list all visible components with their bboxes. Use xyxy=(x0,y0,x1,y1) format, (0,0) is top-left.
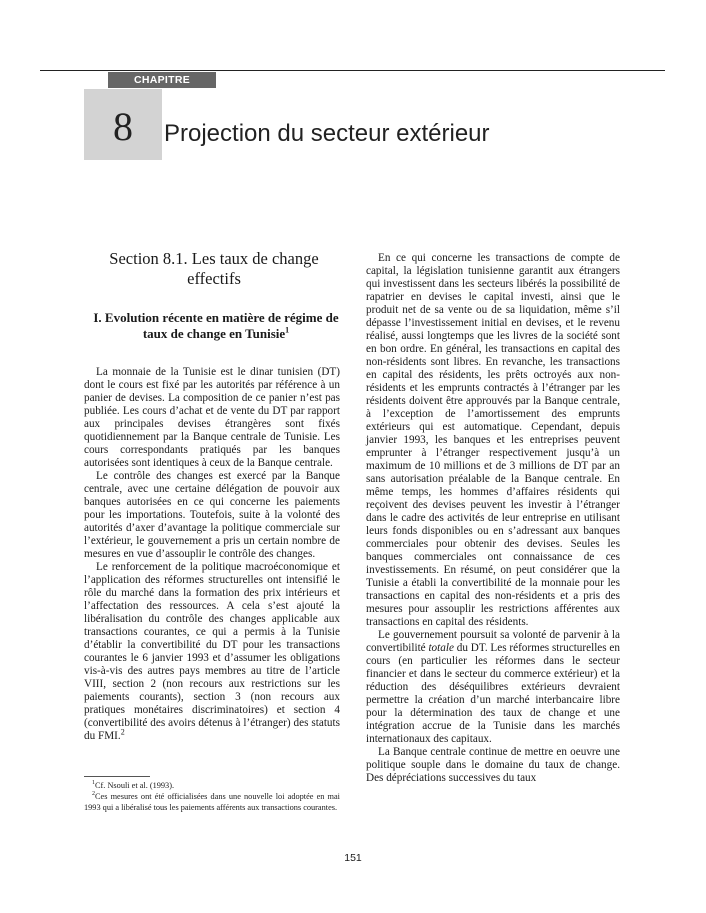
footnote xyxy=(84,780,340,791)
right-column xyxy=(366,252,620,785)
chapter-number-box xyxy=(84,89,162,160)
footnotes xyxy=(84,780,340,813)
left-column xyxy=(84,366,340,743)
subsection-title xyxy=(86,310,346,342)
paragraph-text: Le renforcement de la politique macroéconomique et l’application des réformes structurelles ont intensifié le rôle du marché dans la formation des prix intérieurs et l’affectation des ressources. A cela s’est ajouté la libéralisation du contrôle des changes applicable aux transactions courantes, ce qui a permis à la Tunisie d’établir la convertibilité du DT pour les transactions courantes le 6 janvier 1993 et d’assumer les obligations vis-à-vis des autres pays membres au titre de l’article VIII, section 2 (non recours aux restrictions sur les paiements courants), section 3 (non recours aux pratiques monétaires discriminatoires) et section 4 (convertibilité des avoirs détenus à l’étranger) des statuts du FMI. xyxy=(84,561,340,742)
paragraph-text: Le gouvernement poursuit sa volonté de parvenir à la convertibilité xyxy=(366,629,620,654)
paragraph: En ce qui concerne les transactions de compte de capital, la législation tunisienne garantit aux étrangers qui investissent dans les secteurs libérés la possibilité de rapatrier en devises le capital investi, ainsi que le produit net de sa vente ou de sa liquidation, même s’il dépasse l’investissement initial en devises, et le revenu réalisé, aussi longtemps que les livres de la société sont en bon ordre. En général, les transactions en capital des non-résidents sont libres. En revanche, les transactions en capital des résidents, les prêts octroyés aux non-résidents et les emprunts contractés à l’étranger par les résidents doivent être approuvés par la Banque centrale, à l’exception de l’amortissement des emprunts extérieurs qui est automatique. Cependant, depuis janvier 1993, les banques et les entreprises peuvent emprunter à l’étranger respectivement jusqu’à un maximum de 10 millions et de 3 millions de DT par an sans autorisation préalable de la Banque centrale. En même temps, les hommes d’affaires résidents qui reçoivent des devises peuvent les investir à l’étranger dans le cadre des activités de leur entreprise en utilisant leurs fonds disponibles ou en s’adressant aux banques commerciales pour obtenir des devises. Seules les banques commerciales ont connaissance de ces investissements. En résumé, on peut considérer que la Tunisie a établi la convertibilité de la monnaie pour les transactions en capital des non-résidents et a pris des mesures pour assouplir les restrictions afférentes aux transactions en capital des résidents. xyxy=(366,252,620,628)
chapter-label: CHAPITRE xyxy=(108,72,216,88)
paragraph: La monnaie de la Tunisie est le dinar tunisien (DT) dont le cours est fixé par les autorités par référence à un panier de devises. La composition de ce panier n’est pas publiée. Les cours d’achat et de vente du DT par rapport aux principales devises étrangères sont fixés quotidiennement par la Banque centrale de Tunisie. Les cours correspondants pratiqués par les banques autorisées sont identiques à ceux de la Banque centrale. xyxy=(84,366,340,469)
subsection-title-text: I. Evolution récente en matière de régime de taux de change en Tunisie xyxy=(93,310,339,341)
footnote-mark: 2 xyxy=(92,791,95,798)
paragraph xyxy=(366,629,620,746)
header-rule xyxy=(40,70,665,71)
footnote xyxy=(84,791,340,813)
footnote-text: Cf. Nsouli et al. (1993). xyxy=(95,781,175,790)
footnote-rule xyxy=(84,776,150,777)
emphasis-totale: totale xyxy=(428,642,454,654)
footnote-mark: 1 xyxy=(92,780,95,787)
section-title: Section 8.1. Les taux de change effectifs xyxy=(109,249,319,288)
footnote-text: Ces mesures ont été officialisées dans une nouvelle loi adoptée en mai 1993 qui a libéralisé tous les paiements afférents aux transactions courantes. xyxy=(84,792,340,812)
paragraph: Le contrôle des changes est exercé par la Banque centrale, avec une certaine délégation de pouvoir aux banques autorisées en ce qui concerne les paiements pour les importations. Toutefois, suite à la volonté des autorités d’axer d’avantage la politique commerciale sur l’extérieur, le gouvernement a pris un certain nombre de mesures en vue d’assouplir le contrôle des changes. xyxy=(84,470,340,560)
footnote-ref-1: 1 xyxy=(285,325,290,335)
chapter-number: 8 xyxy=(113,104,133,149)
page-number: 151 xyxy=(344,852,362,864)
paragraph xyxy=(84,561,340,743)
footnote-ref-2: 2 xyxy=(120,727,125,737)
paragraph: La Banque centrale continue de mettre en oeuvre une politique souple dans le domaine du taux de change. Des dépréciations successives du taux xyxy=(366,746,620,784)
chapter-title: Projection du secteur extérieur xyxy=(164,120,490,147)
paragraph-text: du DT. Les réformes structurelles en cours (en particulier les réformes dans le secteur financier et dans le secteur du commerce extérieur) et la réduction des déséquilibres extérieurs devraient permettre la création d’un marché interbancaire libre pour la détermination des taux de change et une intégration accrue de la Tunisie dans les marchés internationaux des capitaux. xyxy=(366,642,620,745)
